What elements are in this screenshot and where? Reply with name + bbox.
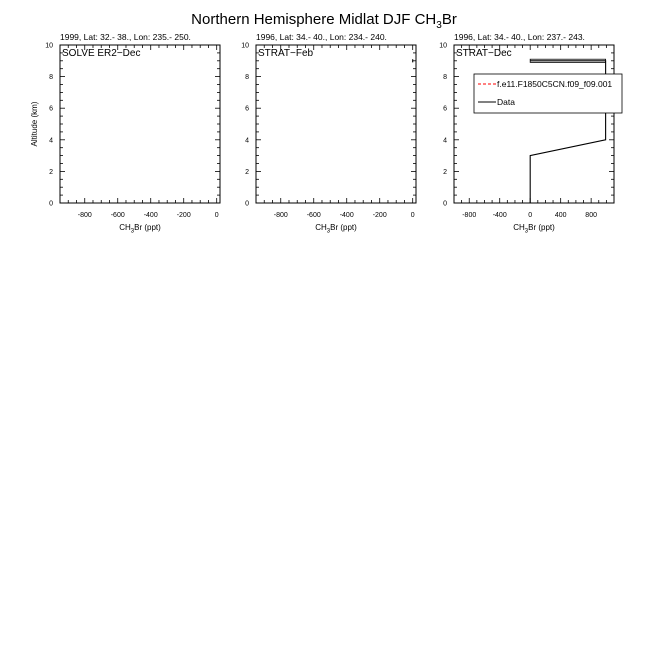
x-tick-label: -200 — [372, 212, 387, 219]
x-tick-label: 800 — [585, 212, 597, 219]
x-tick-label: -400 — [339, 212, 354, 219]
x-tick-label: 0 — [528, 212, 533, 219]
y-tick-label: 10 — [439, 42, 447, 50]
legend-label: f.e11.F1850C5CN.f09_f09.001 — [497, 79, 613, 89]
y-tick-label: 0 — [49, 200, 53, 208]
panel-header: 1996, Lat: 34.- 40., Lon: 237.- 243. — [454, 32, 585, 42]
y-tick-label: 4 — [443, 137, 447, 145]
y-tick-label: 2 — [443, 168, 447, 176]
x-axis-label-part: Br (ppt) — [134, 223, 161, 232]
y-tick-label: 0 — [443, 200, 447, 208]
x-axis-label-part: CH — [315, 223, 327, 232]
x-axis-label-subscript: 3 — [130, 228, 135, 235]
y-tick-label: 10 — [45, 42, 53, 50]
legend-label: Data — [497, 97, 515, 107]
x-tick-label: -800 — [77, 212, 92, 219]
x-axis-label-subscript: 3 — [524, 228, 529, 235]
panel-solve-er2-dec — [45, 32, 220, 235]
panel-strat-feb — [241, 32, 416, 235]
figure-title: Northern Hemisphere Midlat DJF $CH_3Br$ — [191, 11, 457, 31]
campaign-label: STRAT−Dec — [456, 48, 512, 59]
plot-frame — [60, 45, 220, 203]
x-axis-label-part: CH — [119, 223, 131, 232]
y-tick-label: 8 — [245, 74, 249, 82]
campaign-label: STRAT−Feb — [258, 48, 314, 59]
y-tick-label: 8 — [443, 74, 447, 82]
y-tick-label: 6 — [49, 105, 53, 113]
y-tick-label: 4 — [245, 137, 249, 145]
figure-title-subscript: 3 — [436, 20, 442, 31]
x-tick-label: -200 — [176, 212, 191, 219]
x-axis-label-subscript: 3 — [326, 228, 331, 235]
y-tick-label: 2 — [49, 168, 53, 176]
plot-frame — [256, 45, 416, 203]
x-tick-label: -400 — [492, 212, 507, 219]
y-axis-label: Altitude (km) — [30, 101, 39, 147]
campaign-label: SOLVE ER2−Dec — [62, 48, 141, 59]
x-axis-label — [119, 223, 161, 235]
x-axis-label — [315, 223, 357, 235]
y-tick-label: 8 — [49, 74, 53, 82]
x-axis-label — [513, 223, 555, 235]
y-tick-label: 0 — [245, 200, 249, 208]
y-tick-label: 4 — [49, 137, 53, 145]
x-tick-label: 400 — [554, 212, 567, 219]
y-tick-label: 2 — [245, 168, 249, 176]
panel-header: 1999, Lat: 32.- 38., Lon: 235.- 250. — [60, 32, 191, 42]
x-tick-label: -600 — [306, 212, 321, 219]
panel-header: 1996, Lat: 34.- 40., Lon: 234.- 240. — [256, 32, 387, 42]
plot-frame — [454, 45, 614, 203]
x-tick-label: -600 — [110, 212, 125, 219]
panel-strat-dec — [439, 32, 622, 235]
y-tick-label: 6 — [245, 105, 249, 113]
x-tick-label: 0 — [214, 212, 219, 219]
x-axis-label-part: Br (ppt) — [330, 223, 357, 232]
x-tick-label: 0 — [410, 212, 415, 219]
x-axis-label-part: CH — [513, 223, 525, 232]
x-tick-label: -400 — [143, 212, 158, 219]
y-tick-label: 10 — [241, 42, 249, 50]
x-tick-label: -800 — [462, 212, 477, 219]
x-tick-label: -800 — [273, 212, 288, 219]
x-axis-label-part: Br (ppt) — [528, 223, 555, 232]
y-tick-label: 6 — [443, 105, 447, 113]
